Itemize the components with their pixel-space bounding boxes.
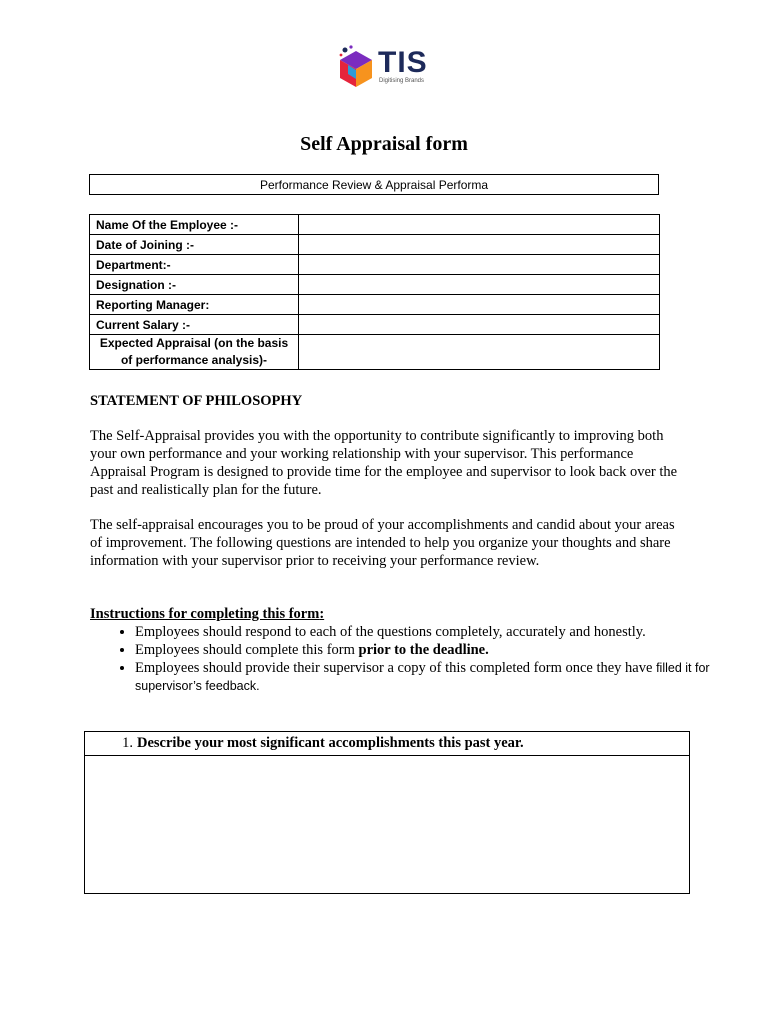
table-row [90, 215, 660, 235]
field-label: Reporting Manager: [90, 295, 299, 315]
philosophy-paragraph: The Self-Appraisal provides you with the opportunity to contribute significantly to improving both your own performance and your working relationship with your supervisor. This performance Appraisal Program is designed to provide time for the employee and supervisor to look back over the past and realistically plan for the future. [90, 428, 678, 498]
logo-brand-text: TIS [378, 46, 428, 79]
current-salary-field[interactable] [299, 315, 660, 335]
instruction-text: Employees should complete this form [135, 642, 359, 658]
question-text: Describe your most significant accomplishments this past year. [137, 735, 524, 751]
field-label [90, 335, 299, 370]
page-title: Self Appraisal form [300, 133, 468, 155]
date-of-joining-field[interactable] [299, 235, 660, 255]
field-label-line: of performance analysis)- [120, 353, 268, 367]
field-label: Current Salary :- [90, 315, 299, 335]
instructions-list [105, 623, 715, 695]
answer-area[interactable] [85, 756, 689, 894]
instruction-text: Employees should provide their supervisor a copy of this completed form once they have [135, 660, 657, 676]
instruction-emphasis: prior to the deadline. [358, 642, 489, 658]
instruction-text: Employees should respond to each of the questions completely, accurately and honestly. [135, 624, 646, 640]
logo-cube-icon [336, 45, 376, 91]
review-header-box: Performance Review & Appraisal Performa [89, 174, 659, 195]
field-label: Date of Joining :- [90, 235, 299, 255]
list-item [135, 641, 715, 659]
instructions-heading-text: Instructions for completing this form [90, 606, 320, 622]
reporting-manager-field[interactable] [299, 295, 660, 315]
question-box [84, 731, 690, 894]
table-row [90, 315, 660, 335]
instructions-heading-colon: : [319, 606, 325, 622]
company-logo [336, 45, 436, 91]
table-row [90, 275, 660, 295]
expected-appraisal-field[interactable] [299, 335, 660, 370]
philosophy-paragraph: The self-appraisal encourages you to be proud of your accomplishments and candid about your areas of improvement. The following questions are intended to help you organize your thoughts and share information with your supervisor prior to receiving your performance review. [90, 517, 675, 569]
field-label: Name Of the Employee :- [90, 215, 299, 235]
list-item [135, 659, 715, 695]
table-row [90, 295, 660, 315]
instructions-heading [90, 605, 680, 623]
table-row [90, 335, 660, 370]
department-field[interactable] [299, 255, 660, 275]
field-label: Designation :- [90, 275, 299, 295]
table-row [90, 235, 660, 255]
field-label-line: Expected Appraisal (on the basis [99, 336, 289, 350]
logo-tagline: Digitising Brands [379, 78, 425, 84]
employee-info-table [89, 214, 660, 370]
philosophy-heading: STATEMENT OF PHILOSOPHY [90, 393, 303, 409]
field-label: Department:- [90, 255, 299, 275]
table-row [90, 255, 660, 275]
question-header [85, 732, 689, 756]
designation-field[interactable] [299, 275, 660, 295]
employee-name-field[interactable] [299, 215, 660, 235]
list-item [135, 623, 715, 641]
question-number: 1. [122, 735, 133, 751]
instruction-tail: filled it for supervisor’s feedback. [135, 661, 710, 693]
